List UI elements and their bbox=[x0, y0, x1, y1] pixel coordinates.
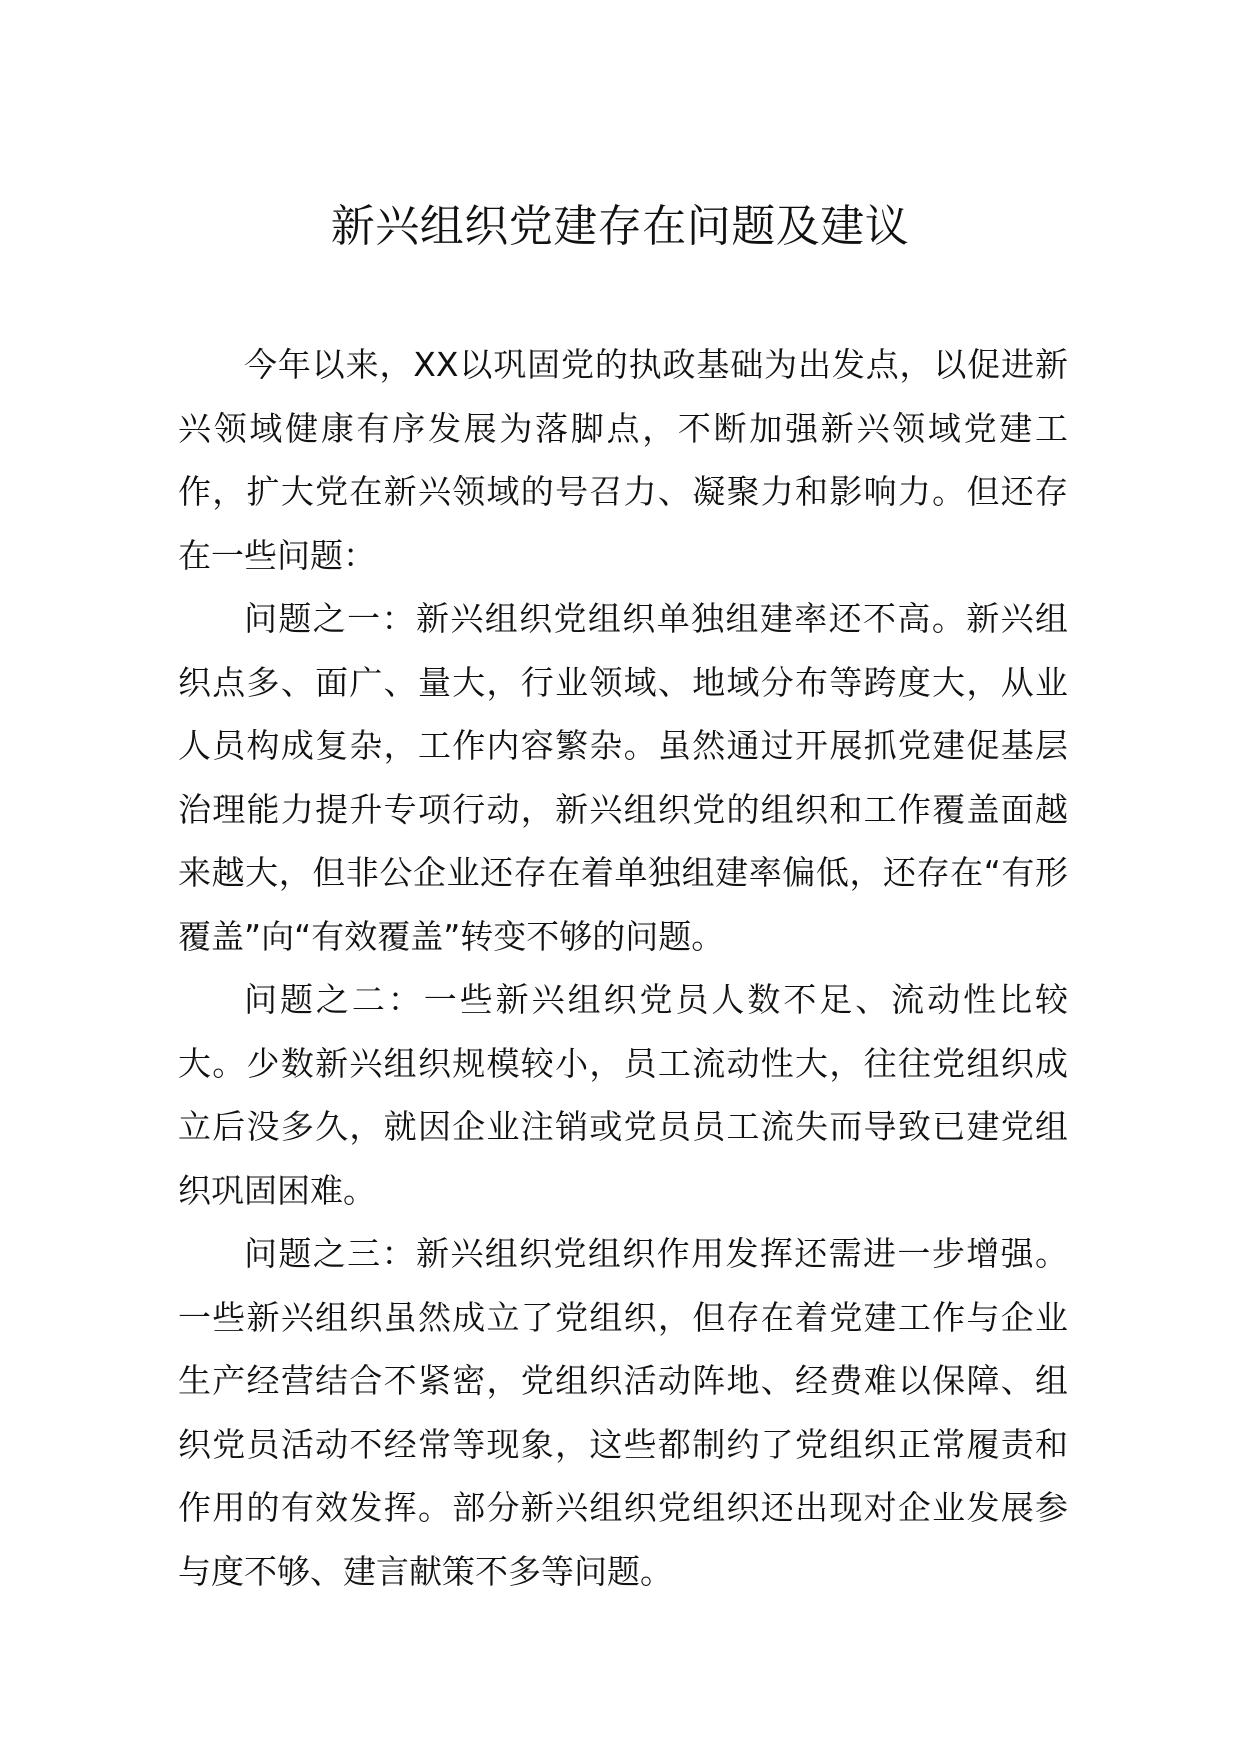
document-body bbox=[178, 333, 1068, 1603]
paragraph-intro: 今年以来，XX以巩固党的执政基础为出发点，以促进新兴领域健康有序发展为落脚点，不断加强新兴领域党建工作，扩大党在新兴领域的号召力、凝聚力和影响力。但还存在一些问题： bbox=[178, 345, 1068, 575]
paragraph-problem-2: 问题之二：一些新兴组织党员人数不足、流动性比较大。少数新兴组织规模较小，员工流动性大，往往党组织成立后没多久，就因企业注销或党员员工流失而导致已建党组织巩固困难。 bbox=[178, 980, 1068, 1210]
paragraph-problem-3: 问题之三：新兴组织党组织作用发挥还需进一步增强。一些新兴组织虽然成立了党组织，但存在着党建工作与企业生产经营结合不紧密，党组织活动阵地、经费难以保障、组织党员活动不经常等现象，这些都制约了党组织正常履责和作用的有效发挥。部分新兴组织党组织还出现对企业发展参与度不够、建言献策不多等问题。 bbox=[178, 1234, 1068, 1591]
document-title: 新兴组织党建存在问题及建议 bbox=[330, 201, 910, 252]
paragraph-problem-1: 问题之一：新兴组织党组织单独组建率还不高。新兴组织点多、面广、量大，行业领域、地域分布等跨度大，从业人员构成复杂，工作内容繁杂。虽然通过开展抓党建促基层治理能力提升专项行动，新兴组织党的组织和工作覆盖面越来越大，但非公企业还存在着单独组建率偏低，还存在“有形覆盖”向“有效覆盖”转变不够的问题。 bbox=[178, 599, 1068, 956]
